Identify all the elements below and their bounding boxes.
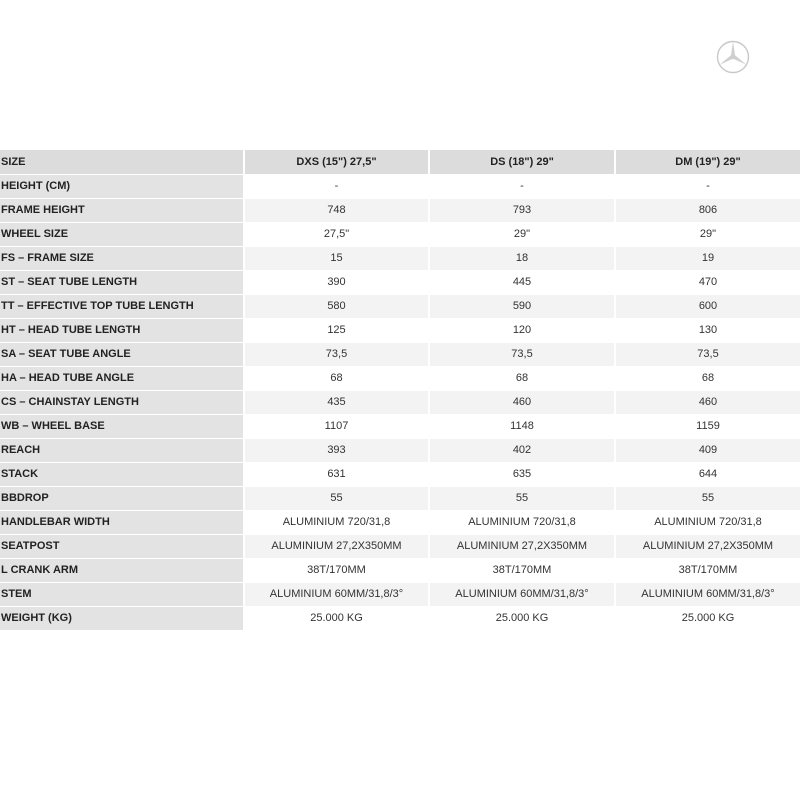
row-value: ALUMINIUM 27,2X350MM: [614, 535, 800, 559]
row-value: 130: [614, 319, 800, 343]
row-label: FRAME HEIGHT: [0, 199, 243, 223]
row-value: 600: [614, 295, 800, 319]
table-row: [0, 535, 800, 559]
row-value: ALUMINIUM 60MM/31,8/3°: [243, 583, 428, 607]
row-label: SA – SEAT TUBE ANGLE: [0, 343, 243, 367]
mercedes-star-icon: [716, 40, 750, 74]
row-label: HA – HEAD TUBE ANGLE: [0, 367, 243, 391]
table-row: [0, 367, 800, 391]
row-value: 27,5": [243, 223, 428, 247]
row-value: 409: [614, 439, 800, 463]
row-label: TT – EFFECTIVE TOP TUBE LENGTH: [0, 295, 243, 319]
row-value: -: [428, 175, 614, 199]
row-value: -: [614, 175, 800, 199]
row-value: 38T/170MM: [428, 559, 614, 583]
row-label: WEIGHT (KG): [0, 607, 243, 631]
row-value: 1107: [243, 415, 428, 439]
row-value: 460: [614, 391, 800, 415]
row-label: WHEEL SIZE: [0, 223, 243, 247]
table-row: [0, 439, 800, 463]
table-row: [0, 463, 800, 487]
row-value: 73,5: [614, 343, 800, 367]
header-size-ds: DS (18") 29": [428, 150, 614, 175]
row-value: ALUMINIUM 720/31,8: [243, 511, 428, 535]
header-size-label: SIZE: [0, 150, 243, 175]
row-value: 68: [428, 367, 614, 391]
row-label: ST – SEAT TUBE LENGTH: [0, 271, 243, 295]
row-value: 470: [614, 271, 800, 295]
table-header-row: [0, 150, 800, 175]
row-label: HEIGHT (CM): [0, 175, 243, 199]
row-label: WB – WHEEL BASE: [0, 415, 243, 439]
row-value: 631: [243, 463, 428, 487]
row-value: 68: [614, 367, 800, 391]
row-value: ALUMINIUM 720/31,8: [614, 511, 800, 535]
table-row: [0, 583, 800, 607]
row-value: 19: [614, 247, 800, 271]
table-row: [0, 391, 800, 415]
row-value: ALUMINIUM 60MM/31,8/3°: [614, 583, 800, 607]
row-value: 73,5: [243, 343, 428, 367]
table-row: [0, 607, 800, 631]
table-row: [0, 319, 800, 343]
row-value: 38T/170MM: [243, 559, 428, 583]
row-value: 55: [243, 487, 428, 511]
row-value: 18: [428, 247, 614, 271]
row-label: BBDROP: [0, 487, 243, 511]
row-value: 1159: [614, 415, 800, 439]
row-value: 73,5: [428, 343, 614, 367]
row-value: 125: [243, 319, 428, 343]
table-row: [0, 295, 800, 319]
row-value: 748: [243, 199, 428, 223]
table-row: [0, 487, 800, 511]
row-value: 590: [428, 295, 614, 319]
row-value: 635: [428, 463, 614, 487]
row-value: 29": [614, 223, 800, 247]
row-value: ALUMINIUM 27,2X350MM: [243, 535, 428, 559]
geometry-spec-table: [0, 150, 800, 631]
row-label: REACH: [0, 439, 243, 463]
row-value: 460: [428, 391, 614, 415]
row-value: 68: [243, 367, 428, 391]
row-label: FS – FRAME SIZE: [0, 247, 243, 271]
table-row: [0, 223, 800, 247]
row-value: -: [243, 175, 428, 199]
row-value: 120: [428, 319, 614, 343]
row-value: 644: [614, 463, 800, 487]
table-row: [0, 415, 800, 439]
table-row: [0, 511, 800, 535]
row-label: CS – CHAINSTAY LENGTH: [0, 391, 243, 415]
table-row: [0, 247, 800, 271]
row-value: ALUMINIUM 27,2X350MM: [428, 535, 614, 559]
row-value: 55: [614, 487, 800, 511]
row-value: ALUMINIUM 720/31,8: [428, 511, 614, 535]
row-value: 25.000 KG: [243, 607, 428, 631]
header-size-dxs: DXS (15") 27,5": [243, 150, 428, 175]
table-row: [0, 559, 800, 583]
table-row: [0, 199, 800, 223]
row-label: HANDLEBAR WIDTH: [0, 511, 243, 535]
table-row: [0, 343, 800, 367]
row-value: 806: [614, 199, 800, 223]
row-label: L CRANK ARM: [0, 559, 243, 583]
row-value: 793: [428, 199, 614, 223]
row-value: 402: [428, 439, 614, 463]
row-label: SEATPOST: [0, 535, 243, 559]
row-value: 580: [243, 295, 428, 319]
row-value: 1148: [428, 415, 614, 439]
row-value: 445: [428, 271, 614, 295]
row-value: 15: [243, 247, 428, 271]
row-value: 38T/170MM: [614, 559, 800, 583]
row-label: STACK: [0, 463, 243, 487]
row-value: 435: [243, 391, 428, 415]
row-label: HT – HEAD TUBE LENGTH: [0, 319, 243, 343]
header-size-dm: DM (19") 29": [614, 150, 800, 175]
row-label: STEM: [0, 583, 243, 607]
row-value: 25.000 KG: [428, 607, 614, 631]
row-value: 25.000 KG: [614, 607, 800, 631]
table-row: [0, 175, 800, 199]
table-row: [0, 271, 800, 295]
row-value: ALUMINIUM 60MM/31,8/3°: [428, 583, 614, 607]
row-value: 29": [428, 223, 614, 247]
row-value: 55: [428, 487, 614, 511]
row-value: 393: [243, 439, 428, 463]
row-value: 390: [243, 271, 428, 295]
